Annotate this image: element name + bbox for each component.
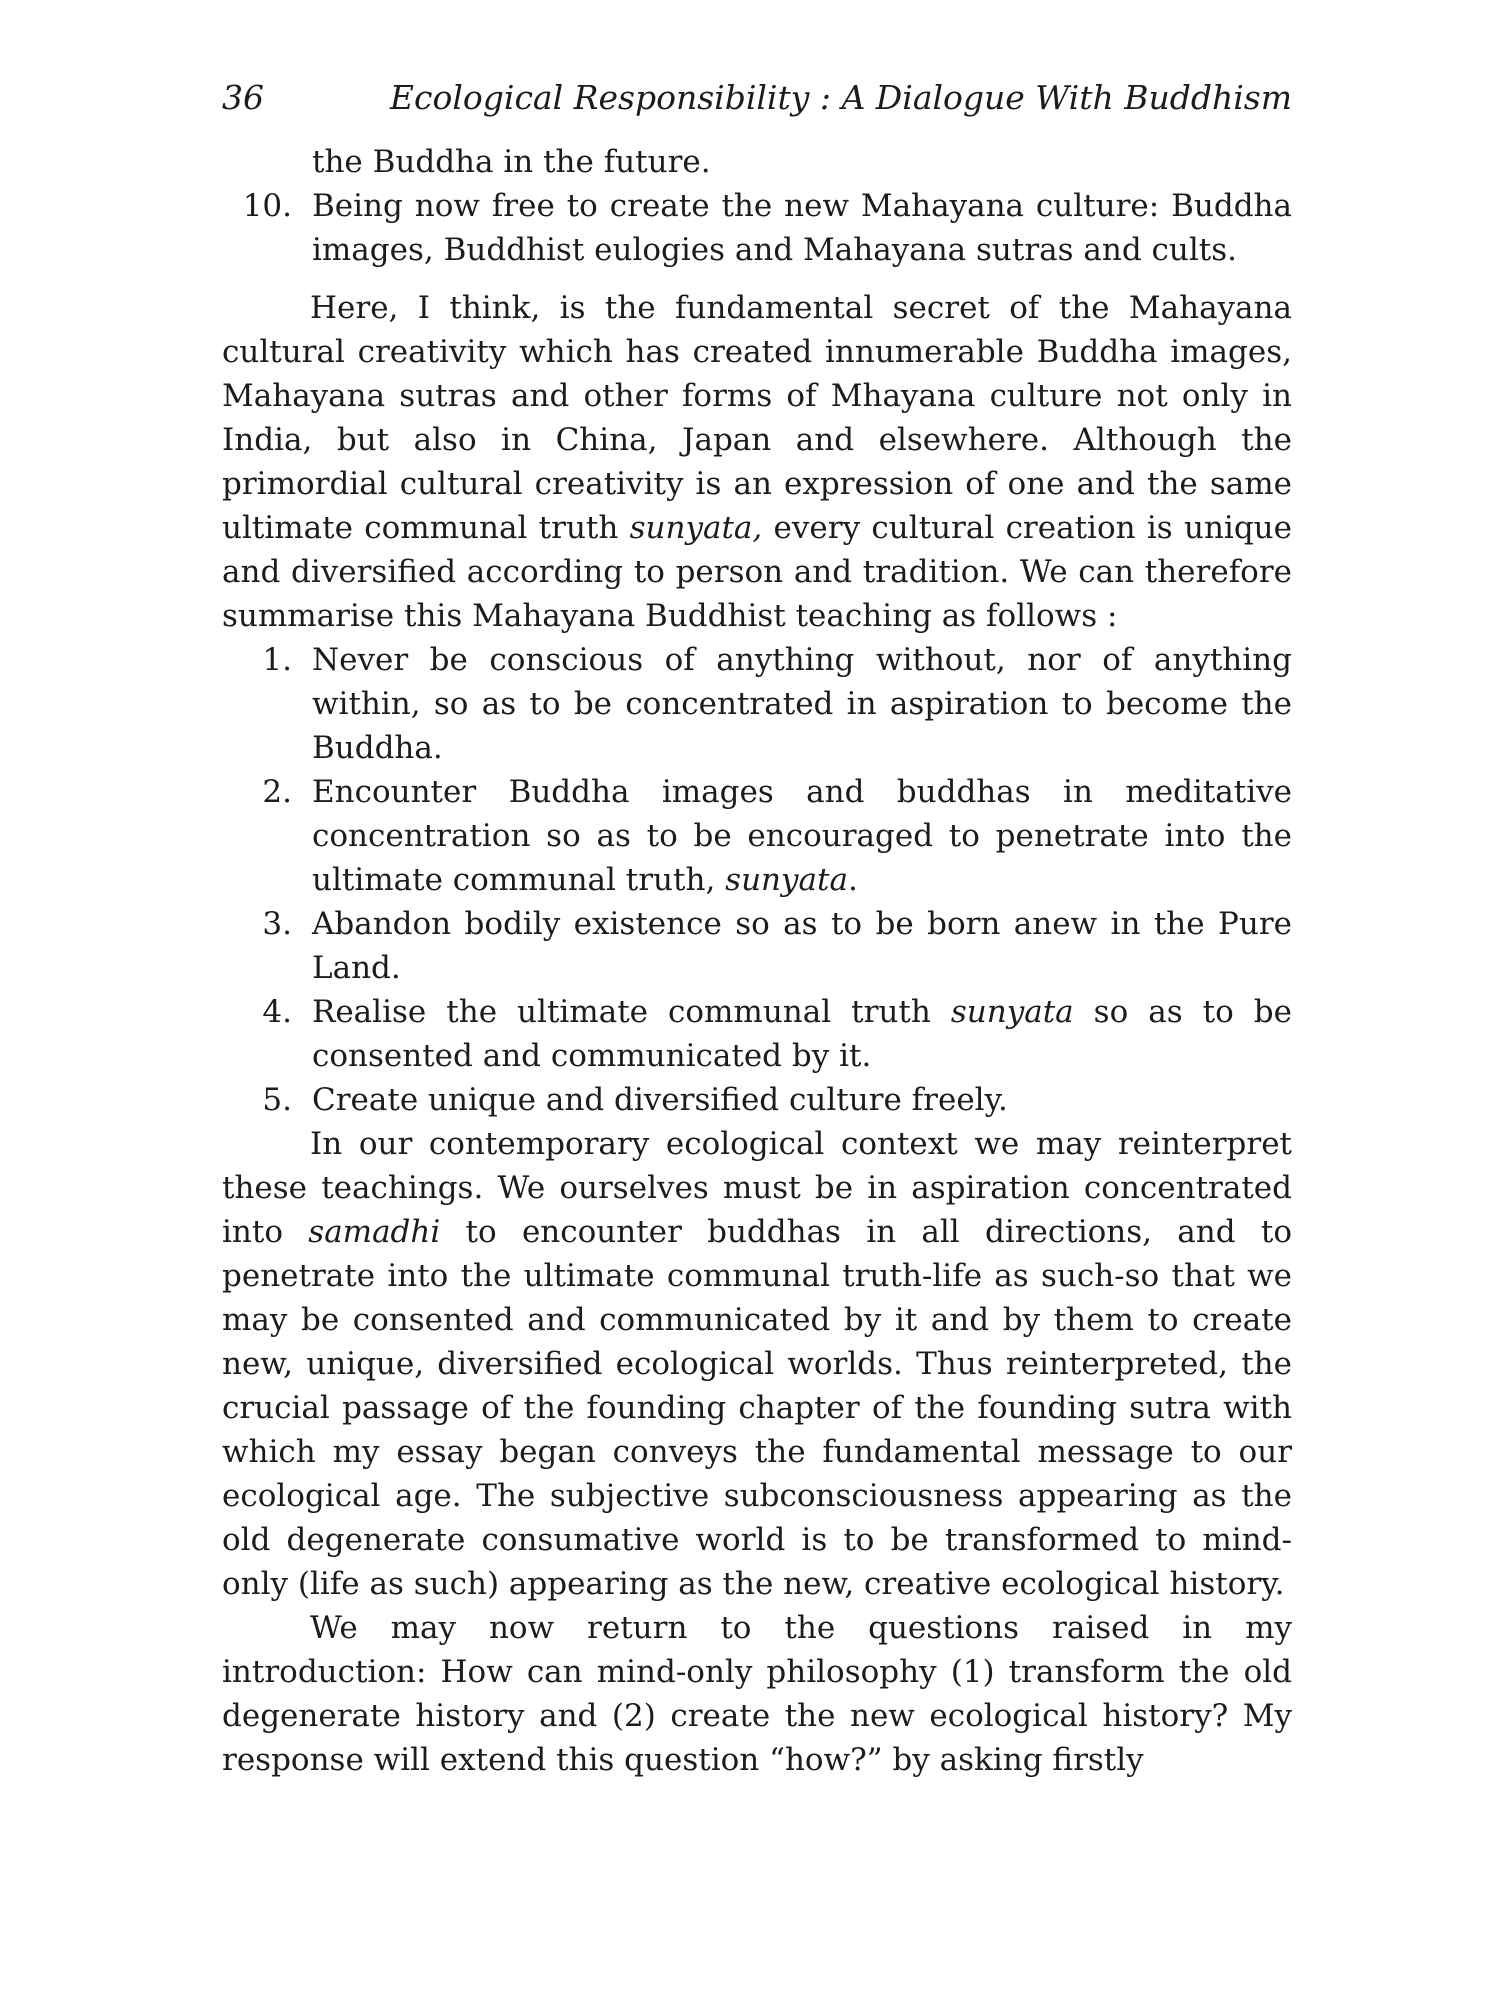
list-item-text: Abandon bodily existence so as to be born anew in the Pure Land. [312, 906, 1292, 986]
book-page [222, 78, 1292, 1782]
list-item [222, 184, 1292, 272]
teaching-numbered-list [222, 638, 1292, 1122]
list-item-text: Create unique and diversified culture freely. [312, 1082, 1008, 1118]
paragraph-text: every cultural creation is unique and diversified according to person and tradition. We can therefore summarise this Mahayana Buddhist teaching as follows : [222, 510, 1292, 634]
list-number: 4. [262, 994, 292, 1030]
paragraph-ecological-context [222, 1122, 1292, 1606]
paragraph-text: to encounter buddhas in all directions, and to penetrate into the ultimate communal truth-life as such-so that we may be consented and communicated by it and by them to create new, unique, diversified ecological worlds. Thus reinterpreted, the crucial passage of the founding chapter of the founding sutra with which my essay began conveys the fundamental message to our ecological age. The subjective subconsciousness appearing as the old degenerate consumative world is to be transformed to mind-only (life as such) appearing as the new, creative ecological history. [222, 1214, 1292, 1602]
list-continuation: the Buddha in the future. [312, 144, 711, 180]
list-number: 2. [262, 774, 292, 810]
italic-term: samadhi [308, 1214, 441, 1250]
list-item [222, 770, 1292, 902]
list-item [222, 902, 1292, 990]
top-numbered-list [222, 184, 1292, 272]
italic-term: sunyata, [629, 510, 763, 546]
list-number: 5. [262, 1082, 292, 1118]
list-item [222, 638, 1292, 770]
list-item-text: Encounter Buddha images and buddhas in meditative concentration so as to be encouraged to penetrate into the ultimate communal truth, sunyata. [312, 774, 1292, 898]
page-header [222, 78, 1292, 122]
list-number: 10. [242, 188, 292, 224]
paragraph-return-to-questions: We may now return to the questions raised in my introduction: How can mind-only philosophy (1) transform the old degenerate history and (2) create the new ecological history? My response will extend this question “how?” by asking firstly [222, 1610, 1292, 1778]
list-item-text: Never be conscious of anything without, nor of anything within, so as to be concentrated in aspiration to become the Buddha. [312, 642, 1292, 766]
paragraph-mahayana-creativity [222, 286, 1292, 638]
page-number: 36 [222, 78, 264, 117]
paragraph-text: Here, I think, is the fundamental secret of the Mahayana cultural creativity which has created innumerable Buddha images, Mahayana sutras and other forms of Mhayana culture not only in India, but also in China, Japan and elsewhere. Although the primordial cultural creativity is an expression of one and the same ultimate communal truth [222, 290, 1292, 546]
list-item-text: Being now free to create the new Mahayana culture: Buddha images, Buddhist eulogies and Mahayana sutras and cults. [312, 188, 1292, 268]
list-item [222, 990, 1292, 1078]
list-item [222, 1078, 1292, 1122]
page-body [222, 140, 1292, 1782]
list-number: 1. [262, 642, 292, 678]
running-title: Ecological Responsibility : A Dialogue With Buddhism [389, 78, 1292, 117]
paragraph-text: In our contemporary ecological context we may reinterpret these teachings. We ourselves must be in aspiration concentrated into [222, 1126, 1292, 1250]
list-number: 3. [262, 906, 292, 942]
list-item-text: Realise the ultimate communal truth sunyata so as to be consented and communicated by it. [312, 994, 1292, 1074]
